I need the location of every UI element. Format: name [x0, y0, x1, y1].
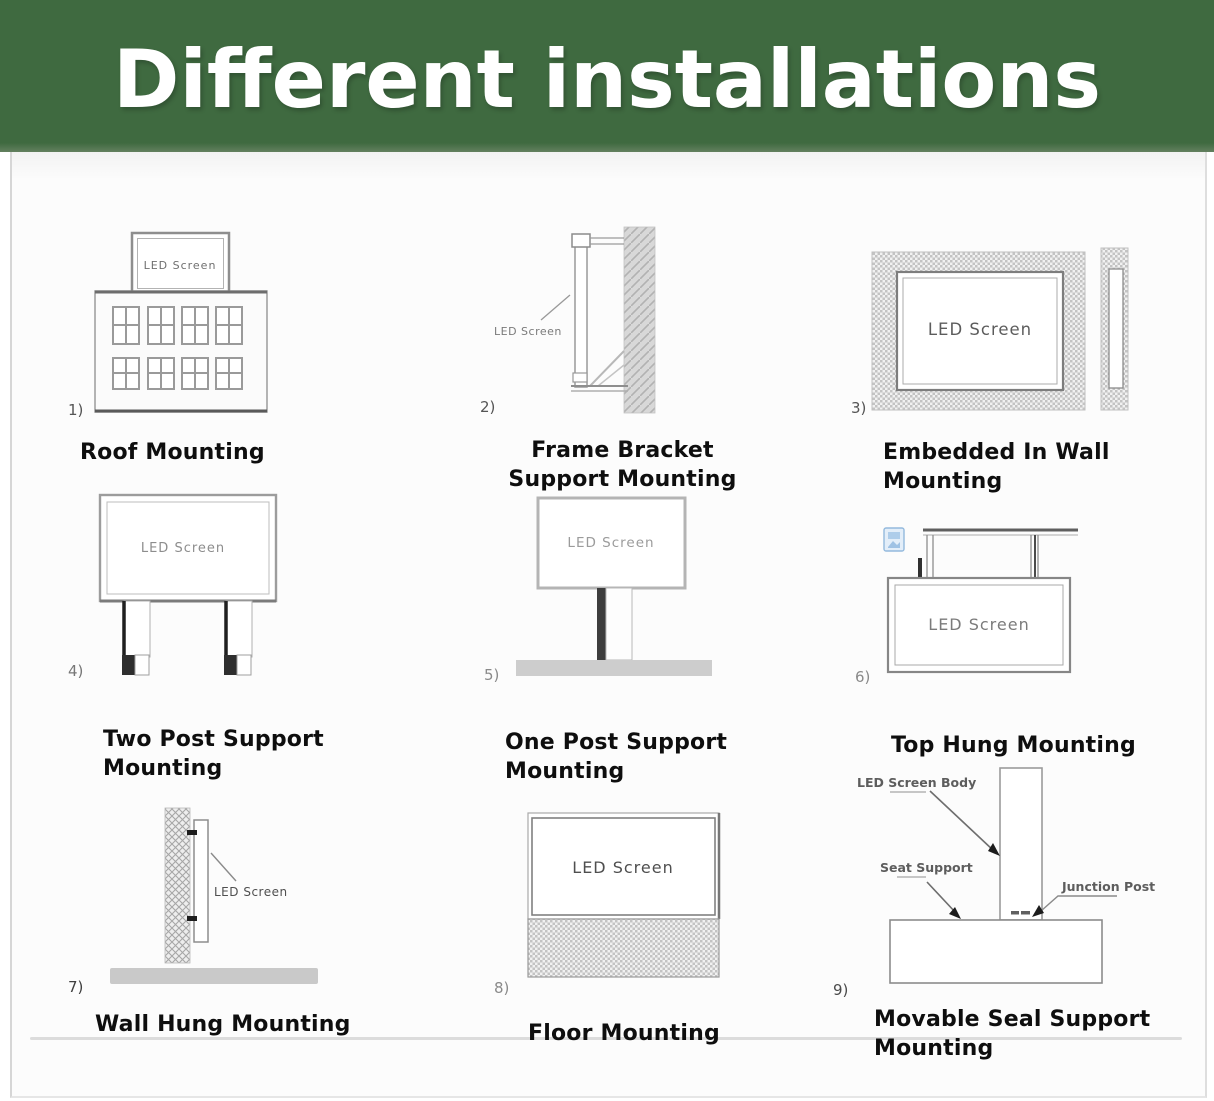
caption-line: Wall Hung Mounting — [95, 1012, 351, 1037]
caption-embedded-wall — [883, 438, 1110, 496]
installation-cell-floor — [480, 780, 760, 1010]
caption-wall-hung — [95, 1010, 351, 1039]
billboard-led-screen — [100, 495, 276, 601]
caption-line: Floor Mounting — [528, 1021, 720, 1046]
frame-bracket-diagram — [478, 225, 688, 425]
hung-led-screen — [888, 578, 1070, 672]
installation-cell-two-post — [60, 490, 290, 690]
caption-line: Roof Mounting — [80, 440, 265, 465]
embedded-led-screen — [897, 272, 1063, 390]
annotation-label: Seat Support — [880, 860, 973, 875]
led-screen-label: LED Screen — [214, 885, 288, 899]
roof-led-screen — [132, 233, 229, 294]
image-placeholder-icon — [884, 528, 904, 551]
floor-base — [528, 919, 719, 977]
diagram-number: 3) — [851, 399, 867, 417]
support-post-left — [122, 601, 150, 675]
caption-line: Frame Bracket — [531, 438, 714, 463]
support-post — [597, 588, 632, 660]
caption-frame-bracket — [470, 436, 775, 494]
led-screen-body — [1000, 768, 1042, 920]
caption-top-hung — [891, 731, 1136, 760]
side-view-screen — [572, 234, 624, 387]
building — [95, 291, 267, 412]
installation-cell-wall-hung — [60, 760, 340, 1005]
wall-hung-diagram — [60, 760, 340, 1005]
ground-strip — [110, 968, 318, 984]
ground-strip — [516, 660, 712, 676]
caption-roof-mounting — [80, 438, 265, 467]
led-screen-label: LED Screen — [928, 615, 1030, 634]
led-screen-label: LED Screen — [140, 541, 226, 556]
hanging-beam — [920, 530, 1078, 578]
title-banner — [0, 0, 1214, 152]
caption-line: Support Mounting — [508, 467, 737, 492]
billboard-led-screen — [538, 498, 685, 588]
installation-cell-embedded-wall — [850, 225, 1140, 425]
diagram-number: 1) — [68, 401, 84, 419]
led-screen-label: LED Screen — [567, 535, 655, 551]
led-screen-label: LED Screen — [572, 858, 674, 877]
caption-line: Two Post Support — [103, 727, 324, 752]
top-hung-diagram — [850, 490, 1140, 695]
floor-mounting-diagram — [480, 780, 760, 1010]
caption-line: Mounting — [103, 756, 223, 781]
annotation-label: Junction Post — [1062, 879, 1156, 894]
diagram-number: 6) — [855, 668, 871, 686]
diagram-number: 5) — [484, 666, 500, 684]
caption-movable-seal — [874, 1005, 1150, 1063]
roof-mounting-diagram — [60, 225, 290, 425]
caption-one-post — [505, 728, 727, 786]
diagram-number: 8) — [494, 979, 510, 997]
wall-hatched — [624, 227, 655, 413]
diagram-number: 7) — [68, 978, 84, 996]
led-screen-label: LED Screen — [143, 259, 217, 272]
caption-line: One Post Support — [505, 730, 728, 755]
caption-line: Mounting — [883, 469, 1003, 494]
arrowhead — [988, 843, 1000, 856]
page-title: Different installations — [113, 33, 1101, 126]
installation-cell-top-hung — [850, 490, 1140, 695]
movable-seal-diagram — [830, 755, 1175, 1003]
floor-led-screen — [528, 813, 719, 919]
embedded-wall-diagram — [850, 225, 1140, 425]
one-post-diagram — [480, 490, 760, 690]
arrowhead — [949, 907, 961, 919]
caption-line: Movable Seal Support — [874, 1007, 1151, 1032]
caption-two-post — [103, 725, 324, 783]
installation-cell-frame-bracket — [478, 225, 688, 425]
annotation-seat-support — [880, 860, 973, 919]
caption-line: Mounting — [505, 759, 625, 784]
led-screen-label: LED Screen — [494, 325, 562, 338]
seat-support-base — [890, 920, 1102, 983]
support-post-right — [224, 601, 252, 675]
caption-line: Mounting — [874, 1036, 994, 1061]
diagram-number: 4) — [68, 662, 84, 680]
diagram-number: 2) — [480, 398, 496, 416]
pointer-line — [211, 853, 236, 881]
caption-line: Top Hung Mounting — [891, 733, 1136, 758]
led-screen-label: LED Screen — [927, 320, 1033, 339]
wall-side-view — [1101, 248, 1128, 410]
caption-floor — [528, 1019, 720, 1048]
two-post-diagram — [60, 490, 290, 690]
annotation-label: LED Screen Body — [857, 775, 977, 790]
installation-cell-movable-seal — [830, 755, 1175, 1003]
annotation-led-screen-body — [857, 775, 1000, 856]
wall-column — [165, 808, 190, 963]
diagram-number: 9) — [833, 981, 849, 999]
caption-line: Embedded In Wall — [883, 440, 1110, 465]
installation-cell-roof-mounting — [60, 225, 290, 425]
installation-cell-one-post — [480, 490, 760, 690]
pointer-line — [541, 295, 570, 320]
